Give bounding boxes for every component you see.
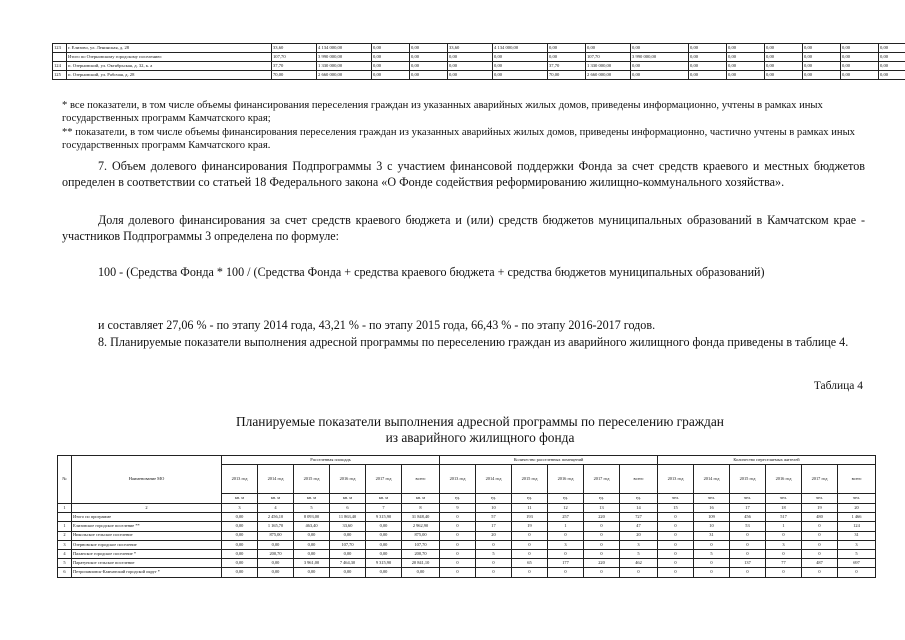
table-cell: 20 [620, 531, 658, 540]
header-unit: чел. [730, 494, 766, 504]
top-table-cell: 0,00 [372, 53, 410, 62]
table-cell: 4 [58, 549, 72, 558]
table-cell: 19 [512, 522, 548, 531]
table-cell: 0,00 [330, 549, 366, 558]
header-year: 2013 год [440, 465, 476, 494]
table-cell: 0 [658, 540, 694, 549]
table-cell: 0 [802, 549, 838, 558]
top-table-cell: 37,70 [272, 62, 317, 71]
column-number: 15 [658, 504, 694, 513]
header-unit: чел. [766, 494, 802, 504]
column-number: 6 [330, 504, 366, 513]
table-cell: 0 [584, 540, 620, 549]
table-cell: 0 [584, 568, 620, 577]
table-row [58, 568, 876, 577]
top-table-cell: 1 330 000,00 [586, 62, 631, 71]
municipality-name: Итого по программе [72, 513, 222, 522]
table-cell: 9 315,90 [366, 559, 402, 568]
header-year: 2015 год [730, 465, 766, 494]
header-year: 2016 год [548, 465, 584, 494]
top-table-cell: 3 990 000,00 [631, 53, 689, 62]
table-cell: 0,00 [222, 540, 258, 549]
table-cell: 2 456,10 [258, 513, 294, 522]
table-row [58, 522, 876, 531]
table-cell: 0,00 [222, 559, 258, 568]
table-cell: 697 [838, 559, 876, 568]
municipality-name: Паланское городское поселение * [72, 549, 222, 558]
table-cell: 109 [694, 513, 730, 522]
table-cell: 0 [548, 531, 584, 540]
top-table-cell: 0,00 [803, 44, 841, 53]
table-cell: 0 [694, 568, 730, 577]
top-table-cell: 0,00 [493, 62, 548, 71]
table-cell: 0,00 [294, 531, 330, 540]
table-cell: 487 [802, 559, 838, 568]
top-table-cell: 0,00 [631, 71, 689, 80]
header-resettled-residents: Количество переселяемых жителей [658, 456, 876, 465]
table-cell: 11 863,40 [330, 513, 366, 522]
municipality-name: Елизовское городское поселение ** [72, 522, 222, 531]
top-table-cell: 0,00 [372, 62, 410, 71]
top-table-cell: 0,00 [410, 62, 448, 71]
header-unit: ед. [584, 494, 620, 504]
top-table-cell: 0,00 [879, 62, 905, 71]
table-cell: 1 466 [838, 513, 876, 522]
table-cell: 3 [766, 540, 802, 549]
table-cell: 0 [766, 531, 802, 540]
top-table-cell: 70,00 [548, 71, 586, 80]
top-table-cell: 0,00 [879, 71, 905, 80]
table-cell: 0 [548, 568, 584, 577]
top-table-cell: 33,60 [448, 44, 493, 53]
footnote-double-star: ** показатели, в том числе объемы финансирования переселения граждан из указанных аварийных жилых домов, приведены информационно, частично учтены в рамках иных государственных программ Камчатского края. [62, 127, 855, 152]
header-year: 2013 год [222, 465, 258, 494]
table-cell: 7 464,30 [330, 559, 366, 568]
table-cell: 107,70 [402, 540, 440, 549]
table-cell: 0 [512, 549, 548, 558]
header-unit: кв. м [222, 494, 258, 504]
table-cell: 0,00 [330, 568, 366, 577]
top-table-cell: 0,00 [841, 71, 879, 80]
column-number: 14 [620, 504, 658, 513]
column-number: 18 [766, 504, 802, 513]
top-table-cell: 0,00 [631, 44, 689, 53]
municipality-name: Петропавловск-Камчатский городской округ * [72, 568, 222, 577]
column-number: 12 [548, 504, 584, 513]
table-cell: 1 [58, 522, 72, 531]
top-table-cell [53, 53, 67, 62]
top-table-cell: 107,70 [272, 53, 317, 62]
table-cell: 5 [58, 559, 72, 568]
table-cell: 124 [838, 522, 876, 531]
table-cell: 0,00 [366, 549, 402, 558]
table-title [180, 414, 780, 446]
table-cell: 5 [620, 549, 658, 558]
table-cell: 0 [440, 559, 476, 568]
column-number: 19 [802, 504, 838, 513]
header-year: всего [838, 465, 876, 494]
top-table-cell: 0,00 [689, 53, 727, 62]
table-cell: 0 [730, 540, 766, 549]
table-cell [58, 513, 72, 522]
table-cell: 0 [584, 522, 620, 531]
top-table-cell: 0,00 [410, 44, 448, 53]
table-cell: 0 [476, 568, 512, 577]
column-number: 13 [584, 504, 620, 513]
table-cell: 0 [658, 549, 694, 558]
table-cell: 200,70 [402, 549, 440, 558]
top-table-cell: 2 660 000,00 [317, 71, 372, 80]
table-caption: Таблица 4 [813, 380, 863, 392]
header-year: 2017 год [584, 465, 620, 494]
top-table-cell: 0,00 [448, 53, 493, 62]
column-number: 9 [440, 504, 476, 513]
table-cell: 31 [838, 531, 876, 540]
top-table-cell: 4 134 000,00 [317, 44, 372, 53]
table-cell: 0 [658, 531, 694, 540]
table-cell: 0,00 [258, 568, 294, 577]
top-table-cell: п. Озерновский, ул. Рабочая, д. 28 [67, 71, 272, 80]
top-table-cell: 0,00 [493, 53, 548, 62]
column-number: 2 [72, 504, 222, 513]
top-table-cell: 0,00 [841, 53, 879, 62]
table-cell: 0,00 [366, 522, 402, 531]
table-cell: 0,00 [366, 531, 402, 540]
header-unit: чел. [694, 494, 730, 504]
header-unit: ед. [620, 494, 658, 504]
column-number: 4 [258, 504, 294, 513]
top-table-cell: 0,00 [448, 62, 493, 71]
table-cell: 0 [730, 531, 766, 540]
top-table-cell: 0,00 [689, 71, 727, 80]
table-cell: 0 [476, 559, 512, 568]
header-number: № [58, 456, 72, 504]
table-cell: 77 [766, 559, 802, 568]
paragraph-7: 7. Объем долевого финансирования Подпрограммы 3 с участием финансовой поддержки Фонда за счет средств краевого и местных бюджетов определен в соответствии со статьей 18 Федерального закона «О Фонде содействия реформированию жилищно-коммунального хозяйства». [62, 159, 865, 189]
top-table-cell: 0,00 [689, 62, 727, 71]
header-year: 2016 год [330, 465, 366, 494]
top-table-cell: 0,00 [586, 44, 631, 53]
footnote-single-star: * все показатели, в том числе объемы финансирования переселения граждан из указанных аварийных жилых домов, приведены информационно, учтены в рамках иных государственных программ Камчатского края; [62, 100, 823, 125]
table-cell: 0 [440, 513, 476, 522]
top-table-cell: 0,00 [493, 71, 548, 80]
top-table-cell: Итого по Озерновскому городскому поселению: [67, 53, 272, 62]
top-table-cell: 70,00 [272, 71, 317, 80]
table-title-line-2: из аварийного жилищного фонда [385, 430, 575, 445]
address-program-table-continued [52, 43, 905, 80]
top-table-cell: 107,70 [586, 53, 631, 62]
header-unit: кв. м [258, 494, 294, 504]
table-cell: 0 [440, 531, 476, 540]
top-table-cell: 0,00 [879, 53, 905, 62]
table-cell: 875,00 [258, 531, 294, 540]
top-table-cell: 37,70 [548, 62, 586, 71]
top-table-cell: 0,00 [841, 62, 879, 71]
top-table-cell: 0,00 [410, 53, 448, 62]
table-cell: 0 [658, 568, 694, 577]
table-cell: 0 [440, 568, 476, 577]
table-cell: 0 [658, 522, 694, 531]
table-cell: 3 [58, 540, 72, 549]
column-number: 1 [58, 504, 72, 513]
top-table-cell: 0,00 [841, 44, 879, 53]
table-cell: 0,00 [222, 568, 258, 577]
table-cell: 0,00 [222, 513, 258, 522]
table-cell: 3 [620, 540, 658, 549]
table-cell: 0,00 [258, 540, 294, 549]
table-cell: 875,00 [402, 531, 440, 540]
top-table-cell: 0,00 [765, 62, 803, 71]
header-unit: ед. [548, 494, 584, 504]
header-unit: кв. м [294, 494, 330, 504]
header-unit: кв. м [402, 494, 440, 504]
table-cell: 6 [58, 568, 72, 577]
top-table-cell: 0,00 [727, 53, 765, 62]
table-cell: 5 [838, 549, 876, 558]
table-cell: 0 [548, 549, 584, 558]
table-cell: 3 [838, 540, 876, 549]
table-cell: 8 093,00 [294, 513, 330, 522]
paragraph-8: 8. Планируемые показатели выполнения адресной программы по переселению граждан из аварийного жилищного фонда приведены в таблице 4. [98, 335, 849, 349]
table-cell: 0 [658, 513, 694, 522]
table-cell: 0,00 [402, 568, 440, 577]
table-cell: 0,00 [294, 568, 330, 577]
header-year: всего [402, 465, 440, 494]
table-cell: 20 [476, 531, 512, 540]
table-cell: 0,00 [258, 559, 294, 568]
table-cell: 2 962,90 [402, 522, 440, 531]
header-year: 2015 год [294, 465, 330, 494]
table-cell: 0 [440, 549, 476, 558]
table-row [58, 549, 876, 558]
table-cell: 0 [584, 531, 620, 540]
table-cell: 480 [802, 513, 838, 522]
table-cell: 456 [730, 513, 766, 522]
table-cell: 31 [694, 531, 730, 540]
table-cell: 0 [512, 568, 548, 577]
table-cell: 0 [694, 559, 730, 568]
table-cell: 57 [476, 513, 512, 522]
top-table-cell: 0,00 [410, 71, 448, 80]
top-table-row [53, 62, 905, 71]
top-table-cell: 0,00 [727, 44, 765, 53]
table-cell: 2 [58, 531, 72, 540]
table-cell: 137 [730, 559, 766, 568]
table-cell: 31 848,40 [402, 513, 440, 522]
column-number: 20 [838, 504, 876, 513]
header-municipality: Наименование МО [72, 456, 222, 504]
table-cell: 20 841,10 [402, 559, 440, 568]
table-cell: 0 [512, 531, 548, 540]
top-table-cell: 0,00 [803, 62, 841, 71]
table-cell: 0,00 [294, 540, 330, 549]
top-table-cell: 0,00 [803, 71, 841, 80]
municipality-name: Паратунское сельское поселение [72, 559, 222, 568]
municipality-name: Никольское сельское поселение [72, 531, 222, 540]
table-row [58, 559, 876, 568]
top-table-cell: 0,00 [448, 71, 493, 80]
table-cell: 0,00 [366, 568, 402, 577]
table-cell: 0 [802, 531, 838, 540]
municipality-name: Озерновское городское поселение [72, 540, 222, 549]
top-table-cell: 125 [53, 71, 67, 80]
table-cell: 0 [476, 540, 512, 549]
top-table-row [53, 71, 905, 80]
header-year: всего [620, 465, 658, 494]
table-cell: 3 961,00 [294, 559, 330, 568]
top-table-cell: 123 [53, 44, 67, 53]
table-cell: 257 [548, 513, 584, 522]
top-table-cell: 0,00 [372, 44, 410, 53]
table-cell: 0 [584, 549, 620, 558]
table-cell: 107,70 [330, 540, 366, 549]
column-number: 5 [294, 504, 330, 513]
top-table-cell: 0,00 [727, 71, 765, 80]
top-table-cell: 0,00 [765, 44, 803, 53]
table-cell: 0 [802, 568, 838, 577]
header-resettled-area: Расселенная площадь [222, 456, 440, 465]
table-cell: 65 [512, 559, 548, 568]
header-unit: чел. [658, 494, 694, 504]
header-year: 2017 год [366, 465, 402, 494]
table-cell: 0 [620, 568, 658, 577]
table-cell: 1 [548, 522, 584, 531]
table-cell: 10 [694, 522, 730, 531]
header-unit: ед. [476, 494, 512, 504]
table-cell: 463,40 [294, 522, 330, 531]
table-cell: 0 [658, 559, 694, 568]
header-unit: чел. [838, 494, 876, 504]
top-table-cell: 0,00 [765, 53, 803, 62]
table-cell: 462 [620, 559, 658, 568]
header-year: 2017 год [802, 465, 838, 494]
table-cell: 1 165,70 [258, 522, 294, 531]
table-cell: 0 [802, 522, 838, 531]
table-cell: 0,00 [222, 522, 258, 531]
table-cell: 9 315,90 [366, 513, 402, 522]
table-cell: 5 [694, 549, 730, 558]
planned-indicators-table [57, 455, 876, 578]
table-cell: 0 [730, 549, 766, 558]
header-year: 2014 год [476, 465, 512, 494]
table-cell: 0,00 [222, 531, 258, 540]
table-cell: 0 [440, 540, 476, 549]
top-table-cell: 0,00 [372, 71, 410, 80]
formula: 100 - (Средства Фонда * 100 / (Средства Фонда + средства краевого бюджета + средства бюджетов муниципальных образований) [98, 265, 765, 279]
table-cell: 517 [766, 513, 802, 522]
table-cell: 0 [766, 568, 802, 577]
table-cell: 220 [584, 559, 620, 568]
header-year: 2013 год [658, 465, 694, 494]
column-number: 16 [694, 504, 730, 513]
table-row [58, 540, 876, 549]
header-unit: кв. м [366, 494, 402, 504]
column-number: 17 [730, 504, 766, 513]
top-table-cell: 124 [53, 62, 67, 71]
table-cell: 177 [548, 559, 584, 568]
column-number: 7 [366, 504, 402, 513]
table-cell: 17 [476, 522, 512, 531]
top-table-cell: 2 660 000,00 [586, 71, 631, 80]
table-cell: 0 [730, 568, 766, 577]
table-cell: 0 [512, 540, 548, 549]
top-table-cell: 0,00 [803, 53, 841, 62]
column-number: 10 [476, 504, 512, 513]
top-table-cell: 4 134 000,00 [493, 44, 548, 53]
table-row [58, 531, 876, 540]
table-cell: 200,70 [258, 549, 294, 558]
top-table-cell: 33,60 [272, 44, 317, 53]
header-resettled-premises: Количество расселенных помещений [440, 456, 658, 465]
table-title-line-1: Планируемые показатели выполнения адресной программы по переселению граждан [236, 414, 724, 429]
paragraph-share-formula-intro: Доля долевого финансирования за счет средств краевого бюджета и (или) средств бюджетов муниципальных образований в Камчатском крае - участников Подпрограммы 3 определена по формуле: [62, 213, 865, 243]
table-cell: 0,00 [330, 531, 366, 540]
table-cell: 0 [802, 540, 838, 549]
header-year: 2016 год [766, 465, 802, 494]
table-cell: 0 [838, 568, 876, 577]
header-unit: чел. [802, 494, 838, 504]
table-cell: 0 [694, 540, 730, 549]
top-table-row [53, 53, 905, 62]
table-cell: 193 [512, 513, 548, 522]
table-cell: 3 [548, 540, 584, 549]
top-table-row [53, 44, 905, 53]
header-year: 2014 год [258, 465, 294, 494]
table-cell: 220 [584, 513, 620, 522]
table-cell: 1 [766, 522, 802, 531]
header-unit: кв. м [330, 494, 366, 504]
top-table-cell: 0,00 [548, 44, 586, 53]
header-unit: ед. [440, 494, 476, 504]
top-table-cell: 0,00 [765, 71, 803, 80]
top-table-cell: 1 330 000,00 [317, 62, 372, 71]
top-table-cell: г. Елизово, ул. Ленинская, д. 28 [67, 44, 272, 53]
header-year: 2014 год [694, 465, 730, 494]
table-cell: 5 [476, 549, 512, 558]
table-cell: 47 [620, 522, 658, 531]
top-table-cell: п. Озерновский, ул. Октябрьская, д. 32, к. а [67, 62, 272, 71]
top-table-cell: 0,00 [879, 44, 905, 53]
table-cell: 0 [440, 522, 476, 531]
top-table-cell: 0,00 [631, 62, 689, 71]
table-cell: 0 [766, 549, 802, 558]
top-table-cell: 0,00 [548, 53, 586, 62]
paragraph-share-result: и составляет 27,06 % - по этапу 2014 года, 43,21 % - по этапу 2015 года, 66,43 % - по этапу 2016-2017 годов. [98, 318, 656, 332]
top-table-cell: 3 990 000,00 [317, 53, 372, 62]
top-table-cell: 0,00 [689, 44, 727, 53]
table-cell: 53 [730, 522, 766, 531]
table-cell: 0,00 [222, 549, 258, 558]
table-cell: 33,60 [330, 522, 366, 531]
table-cell: 0,00 [366, 540, 402, 549]
header-unit: ед. [512, 494, 548, 504]
header-year: 2015 год [512, 465, 548, 494]
table-row [58, 513, 876, 522]
table-cell: 0,00 [294, 549, 330, 558]
table-cell: 727 [620, 513, 658, 522]
column-number: 8 [402, 504, 440, 513]
top-table-cell: 0,00 [727, 62, 765, 71]
column-number: 11 [512, 504, 548, 513]
column-number: 3 [222, 504, 258, 513]
